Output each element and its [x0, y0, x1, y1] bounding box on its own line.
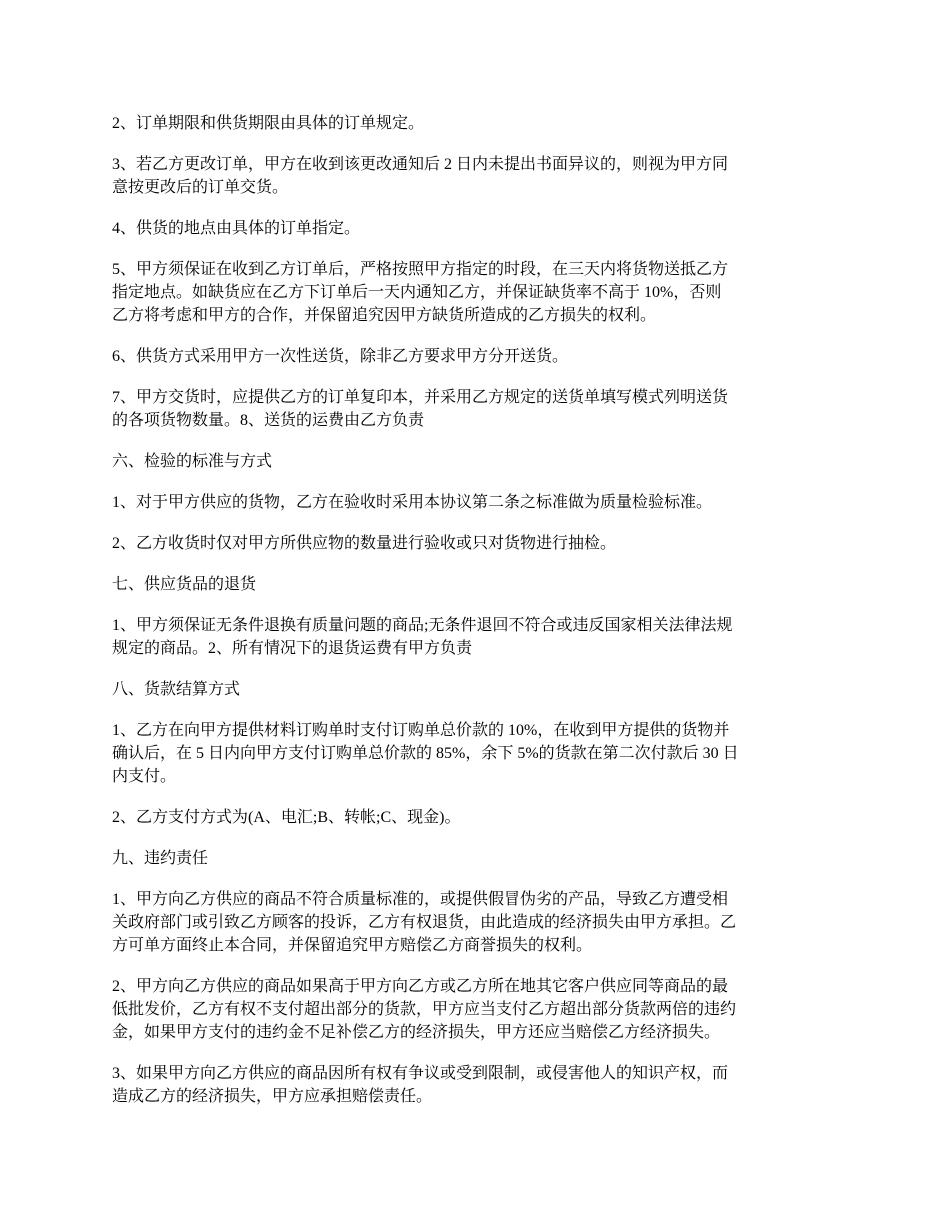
text-line: 乙方将考虑和甲方的合作，并保留追究因甲方缺货所造成的乙方损失的权利。 — [112, 307, 657, 324]
text-line: 规定的商品。2、所有情况下的退货运费有甲方负责 — [112, 640, 473, 657]
text-line: 2、甲方向乙方供应的商品如果高于甲方向乙方或乙方所在地其它客户供应同等商品的最 — [112, 978, 729, 995]
section-heading-inspection — [112, 450, 840, 473]
clause-paragraph — [112, 217, 840, 240]
section-heading-payment — [112, 678, 840, 701]
heading-text: 九、违约责任 — [112, 850, 209, 867]
clause-paragraph — [112, 1062, 840, 1108]
text-line: 指定地点。如缺货应在乙方下订单后一天内通知乙方，并保证缺货率不高于 10%，否则 — [112, 284, 722, 301]
document-page — [112, 112, 840, 1126]
clause-paragraph — [112, 806, 840, 829]
text-line: 6、供货方式采用甲方一次性送货，除非乙方要求甲方分开送货。 — [112, 348, 569, 365]
section-heading-liability — [112, 847, 840, 870]
clause-paragraph — [112, 491, 840, 514]
text-line: 造成乙方的经济损失，甲方应承担赔偿责任。 — [112, 1088, 433, 1105]
text-line: 2、订单期限和供货期限由具体的订单规定。 — [112, 115, 425, 132]
clause-paragraph — [112, 386, 840, 432]
text-line: 3、若乙方更改订单，甲方在收到该更改通知后 2 日内未提出书面异议的，则视为甲方同 — [112, 156, 729, 173]
section-heading-returns — [112, 573, 840, 596]
heading-text: 八、货款结算方式 — [112, 681, 241, 698]
clause-paragraph — [112, 153, 840, 199]
text-line: 4、供货的地点由具体的订单指定。 — [112, 220, 361, 237]
text-line: 金，如果甲方支付的违约金不足补偿乙方的经济损失，甲方还应当赔偿乙方经济损失。 — [112, 1024, 721, 1041]
text-line: 3、如果甲方向乙方供应的商品因所有权有争议或受到限制，或侵害他人的知识产权，而 — [112, 1065, 729, 1082]
heading-text: 七、供应货品的退货 — [112, 576, 257, 593]
heading-text: 六、检验的标准与方式 — [112, 453, 273, 470]
clause-paragraph — [112, 258, 840, 327]
clause-paragraph — [112, 975, 840, 1044]
clause-paragraph — [112, 345, 840, 368]
clause-paragraph — [112, 719, 840, 788]
text-line: 意按更改后的订单交货。 — [112, 179, 289, 196]
text-line: 内支付。 — [112, 768, 177, 785]
text-line: 1、乙方在向甲方提供材料订购单时支付订购单总价款的 10%，在收到甲方提供的货物并 — [112, 722, 730, 739]
text-line: 方可单方面终止本合同，并保留追究甲方赔偿乙方商誉损失的权利。 — [112, 937, 593, 954]
text-line: 1、甲方须保证无条件退换有质量问题的商品;无条件退回不符合或违反国家相关法律法规 — [112, 617, 733, 634]
text-line: 2、乙方收货时仅对甲方所供应物的数量进行验收或只对货物进行抽检。 — [112, 535, 617, 552]
clause-paragraph — [112, 532, 840, 555]
clause-paragraph — [112, 888, 840, 957]
text-line: 1、甲方向乙方供应的商品不符合质量标准的，或提供假冒伪劣的产品，导致乙方遭受相 — [112, 891, 729, 908]
text-line: 1、对于甲方供应的货物，乙方在验收时采用本协议第二条之标准做为质量检验标准。 — [112, 494, 713, 511]
text-line: 2、乙方支付方式为(A、电汇;B、转帐;C、现金)。 — [112, 809, 461, 826]
text-line: 5、甲方须保证在收到乙方订单后，严格按照甲方指定的时段，在三天内将货物送抵乙方 — [112, 261, 729, 278]
clause-paragraph — [112, 112, 840, 135]
text-line: 确认后，在 5 日内向甲方支付订购单总价款的 85%，余下 5%的货款在第二次付款后 30 日 — [112, 745, 739, 762]
text-line: 低批发价，乙方有权不支付超出部分的货款，甲方应当支付乙方超出部分货款两倍的违约 — [112, 1001, 737, 1018]
text-line: 关政府部门或引致乙方顾客的投诉，乙方有权退货，由此造成的经济损失由甲方承担。乙 — [112, 914, 737, 931]
clause-paragraph — [112, 614, 840, 660]
text-line: 7、甲方交货时，应提供乙方的订单复印本，并采用乙方规定的送货单填写模式列明送货 — [112, 389, 729, 406]
text-line: 的各项货物数量。8、送货的运费由乙方负责 — [112, 412, 425, 429]
